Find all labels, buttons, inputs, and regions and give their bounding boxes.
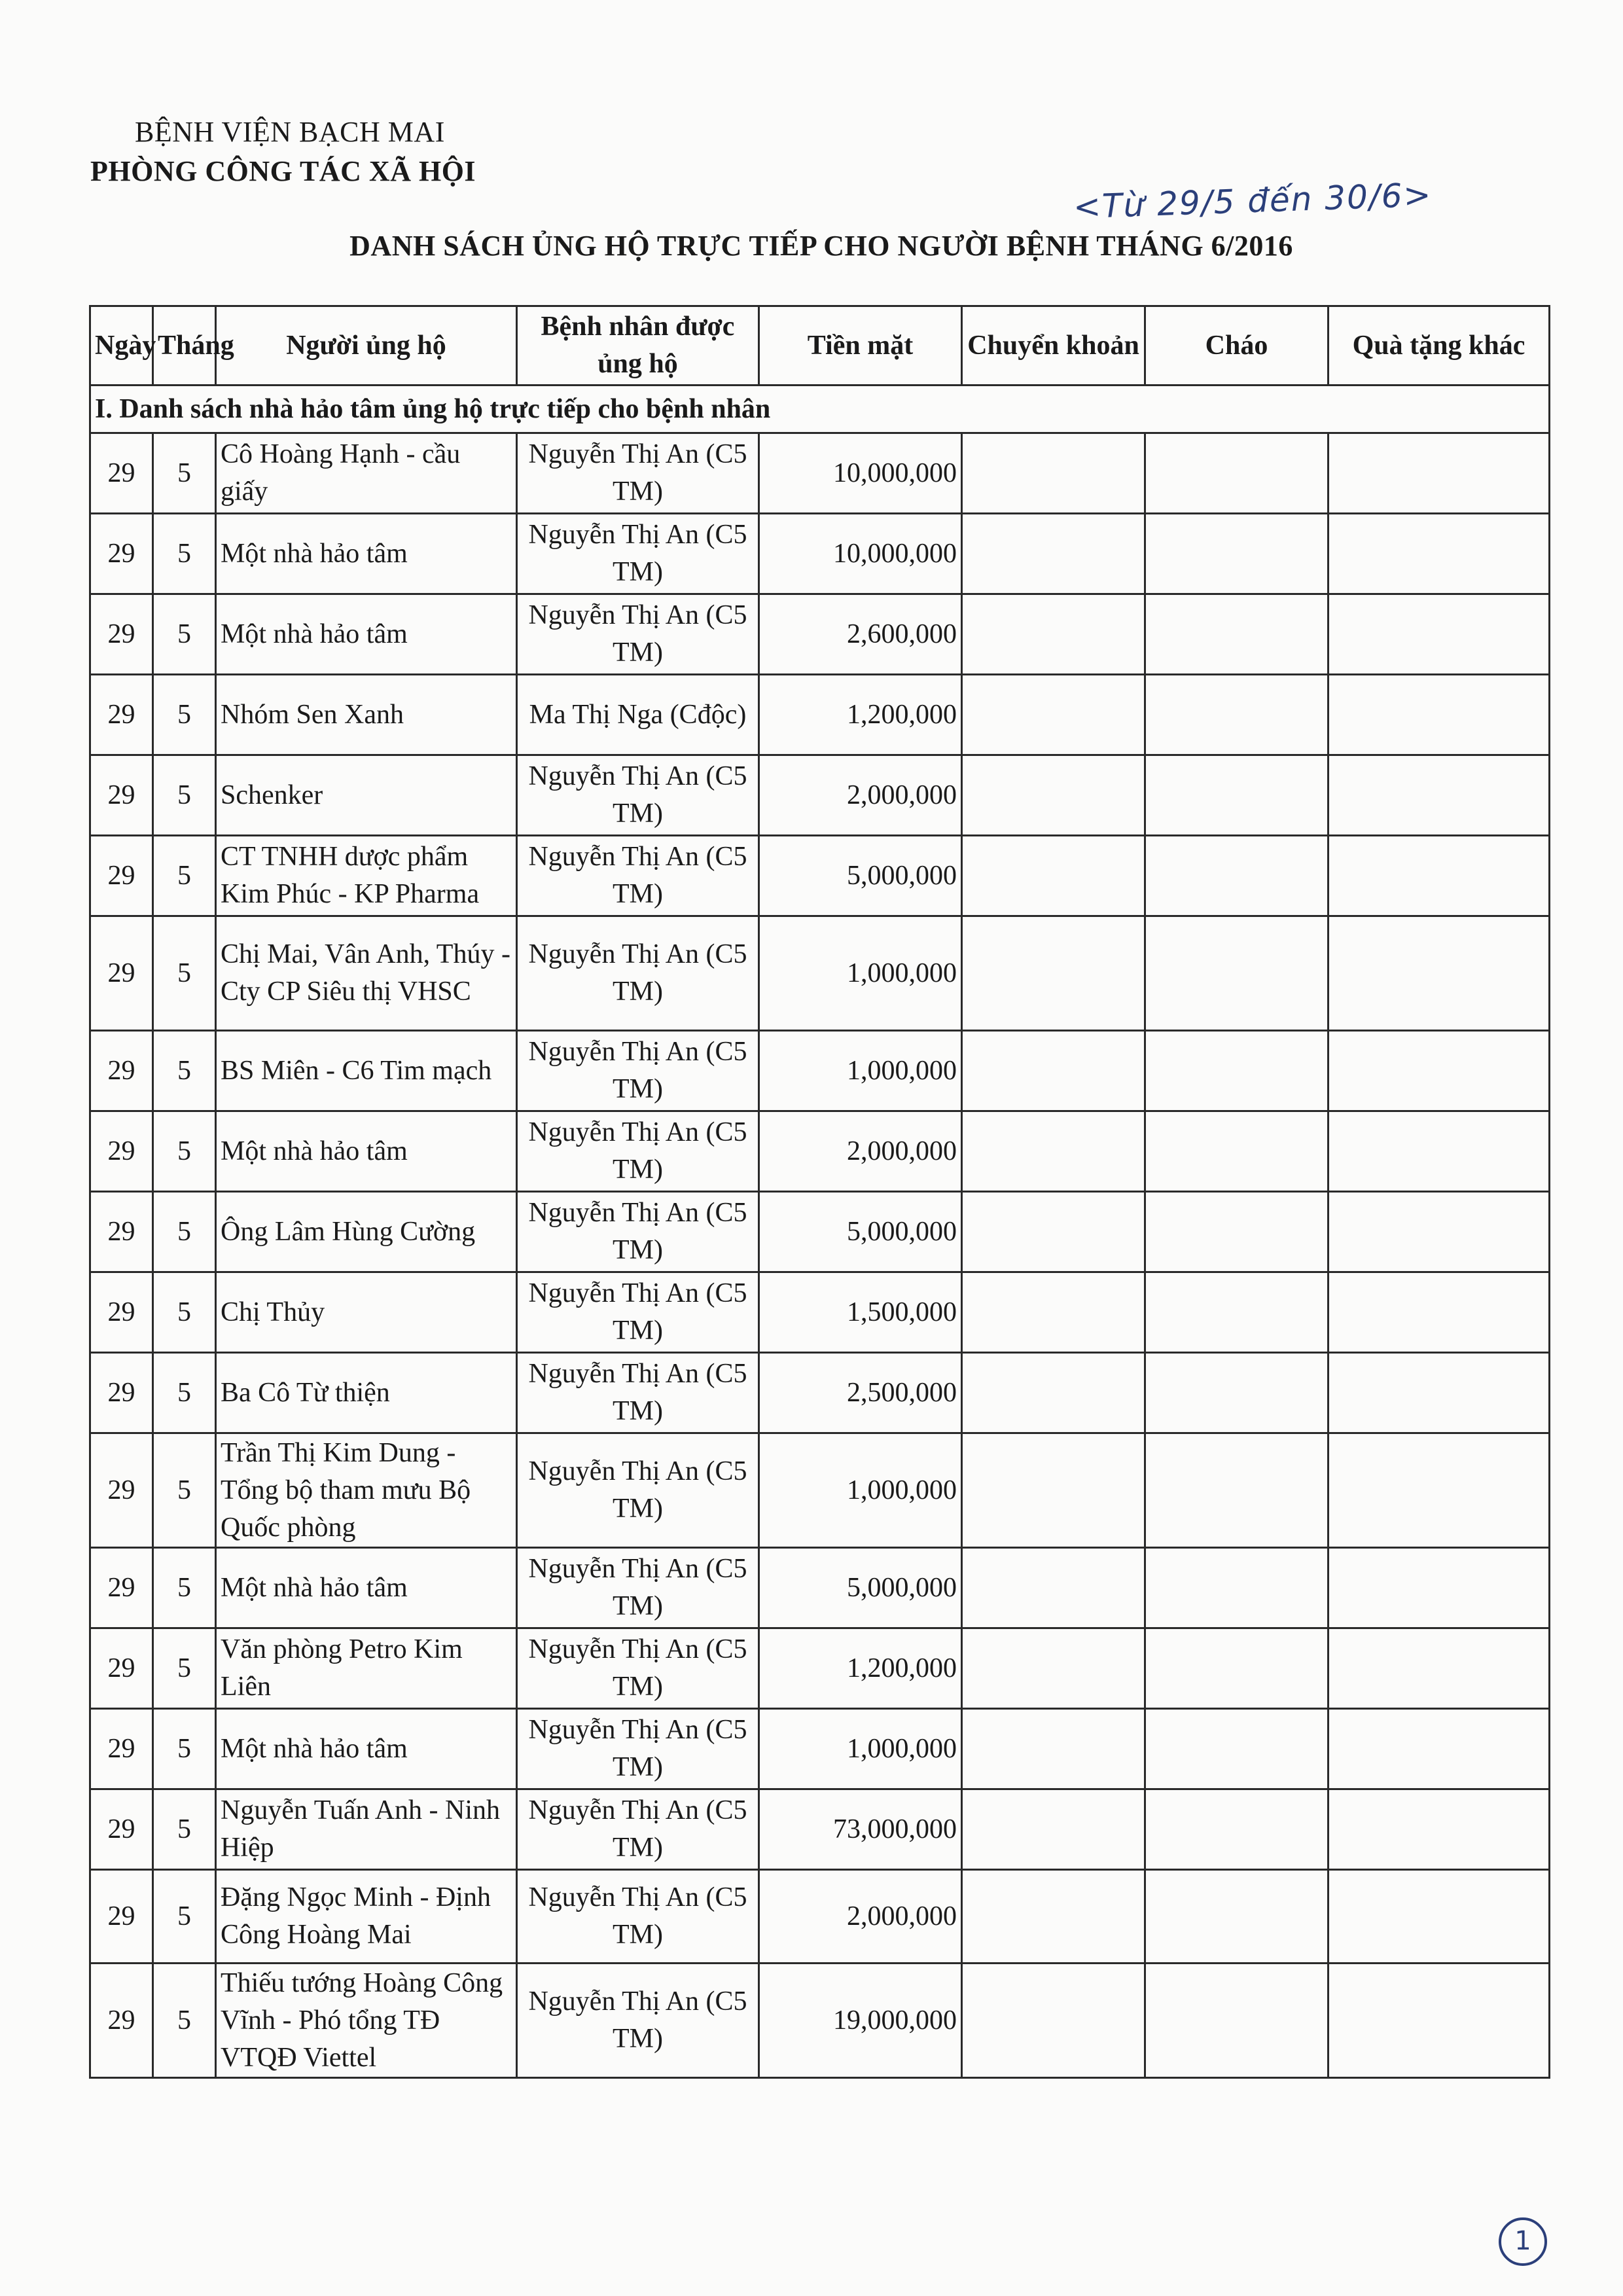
day-cell: 29	[90, 1353, 153, 1433]
other-gifts-cell	[1329, 1709, 1550, 1789]
porridge-cell	[1145, 755, 1329, 836]
day-cell: 29	[90, 1272, 153, 1353]
patient-cell: Nguyễn Thị An (C5 TM)	[517, 1628, 759, 1709]
day-cell: 29	[90, 1709, 153, 1789]
donor-cell: Nhóm Sen Xanh	[216, 675, 517, 755]
day-cell: 29	[90, 755, 153, 836]
porridge-cell	[1145, 1433, 1329, 1548]
other-gifts-cell	[1329, 916, 1550, 1031]
donor-cell: Schenker	[216, 755, 517, 836]
porridge-cell	[1145, 1628, 1329, 1709]
other-gifts-cell	[1329, 1628, 1550, 1709]
month-cell: 5	[153, 836, 216, 916]
cash-cell: 5,000,000	[759, 1192, 962, 1272]
hospital-name: BỆNH VIỆN BẠCH MAI	[135, 116, 445, 148]
transfer-cell	[962, 1789, 1145, 1870]
day-cell: 29	[90, 1870, 153, 1964]
transfer-cell	[962, 1709, 1145, 1789]
day-cell: 29	[90, 1789, 153, 1870]
transfer-cell	[962, 1433, 1145, 1548]
other-gifts-cell	[1329, 1548, 1550, 1628]
donor-cell: Chị Thủy	[216, 1272, 517, 1353]
porridge-cell	[1145, 1964, 1329, 2078]
cash-cell: 5,000,000	[759, 836, 962, 916]
month-cell: 5	[153, 755, 216, 836]
month-cell: 5	[153, 514, 216, 594]
donor-cell: Chị Mai, Vân Anh, Thúy - Cty CP Siêu thị VHSC	[216, 916, 517, 1031]
table-row	[90, 1789, 1550, 1870]
cash-cell: 2,500,000	[759, 1353, 962, 1433]
column-header-month: Tháng	[153, 306, 216, 386]
page-number-badge: 1	[1499, 2217, 1547, 2266]
donor-cell: Thiếu tướng Hoàng Công Vĩnh - Phó tổng TĐ VTQĐ Viettel	[216, 1964, 517, 2078]
document-title: DANH SÁCH ỦNG HỘ TRỰC TIẾP CHO NGƯỜI BỆNH THÁNG 6/2016	[349, 230, 1293, 262]
other-gifts-cell	[1329, 1031, 1550, 1111]
month-cell: 5	[153, 1709, 216, 1789]
month-cell: 5	[153, 1548, 216, 1628]
cash-cell: 1,200,000	[759, 675, 962, 755]
transfer-cell	[962, 836, 1145, 916]
column-header-day: Ngày	[90, 306, 153, 386]
cash-cell: 1,000,000	[759, 916, 962, 1031]
day-cell: 29	[90, 1192, 153, 1272]
other-gifts-cell	[1329, 1964, 1550, 2078]
donor-cell: Đặng Ngọc Minh - Định Công Hoàng Mai	[216, 1870, 517, 1964]
patient-cell: Nguyễn Thị An (C5 TM)	[517, 1111, 759, 1192]
donor-cell: Một nhà hảo tâm	[216, 594, 517, 675]
cash-cell: 1,500,000	[759, 1272, 962, 1353]
transfer-cell	[962, 1628, 1145, 1709]
patient-cell: Nguyễn Thị An (C5 TM)	[517, 1192, 759, 1272]
column-header-other-gifts: Quà tặng khác	[1329, 306, 1550, 386]
section-heading-row	[90, 386, 1550, 433]
cash-cell: 19,000,000	[759, 1964, 962, 2078]
donor-cell: Một nhà hảo tâm	[216, 514, 517, 594]
day-cell: 29	[90, 433, 153, 514]
transfer-cell	[962, 594, 1145, 675]
donor-cell: Một nhà hảo tâm	[216, 1111, 517, 1192]
day-cell: 29	[90, 514, 153, 594]
cash-cell: 1,000,000	[759, 1433, 962, 1548]
patient-cell: Nguyễn Thị An (C5 TM)	[517, 1433, 759, 1548]
table-row	[90, 916, 1550, 1031]
transfer-cell	[962, 1353, 1145, 1433]
column-header-patient: Bệnh nhân được ủng hộ	[517, 306, 759, 386]
month-cell: 5	[153, 1628, 216, 1709]
transfer-cell	[962, 433, 1145, 514]
day-cell: 29	[90, 1548, 153, 1628]
donor-cell: Cô Hoàng Hạnh - cầu giấy	[216, 433, 517, 514]
table-header-row	[90, 306, 1550, 386]
column-header-donor: Người ủng hộ	[216, 306, 517, 386]
cash-cell: 10,000,000	[759, 514, 962, 594]
other-gifts-cell	[1329, 1789, 1550, 1870]
table-row	[90, 594, 1550, 675]
day-cell: 29	[90, 1031, 153, 1111]
transfer-cell	[962, 1870, 1145, 1964]
handwritten-date-range: <Từ 29/5 đến 30/6>	[1073, 175, 1433, 226]
porridge-cell	[1145, 916, 1329, 1031]
column-header-transfer: Chuyển khoản	[962, 306, 1145, 386]
table-row	[90, 1111, 1550, 1192]
cash-cell: 10,000,000	[759, 433, 962, 514]
porridge-cell	[1145, 1789, 1329, 1870]
patient-cell: Nguyễn Thị An (C5 TM)	[517, 1870, 759, 1964]
donor-cell: Ba Cô Từ thiện	[216, 1353, 517, 1433]
other-gifts-cell	[1329, 1870, 1550, 1964]
month-cell: 5	[153, 1964, 216, 2078]
porridge-cell	[1145, 1353, 1329, 1433]
donor-cell: Một nhà hảo tâm	[216, 1548, 517, 1628]
letterhead	[90, 113, 476, 191]
transfer-cell	[962, 916, 1145, 1031]
month-cell: 5	[153, 594, 216, 675]
month-cell: 5	[153, 1353, 216, 1433]
other-gifts-cell	[1329, 836, 1550, 916]
transfer-cell	[962, 1031, 1145, 1111]
other-gifts-cell	[1329, 514, 1550, 594]
transfer-cell	[962, 1964, 1145, 2078]
table-row	[90, 1548, 1550, 1628]
donor-cell: CT TNHH dược phẩm Kim Phúc - KP Pharma	[216, 836, 517, 916]
porridge-cell	[1145, 1192, 1329, 1272]
patient-cell: Nguyễn Thị An (C5 TM)	[517, 1964, 759, 2078]
patient-cell: Nguyễn Thị An (C5 TM)	[517, 1789, 759, 1870]
patient-cell: Nguyễn Thị An (C5 TM)	[517, 1709, 759, 1789]
patient-cell: Nguyễn Thị An (C5 TM)	[517, 1548, 759, 1628]
patient-cell: Nguyễn Thị An (C5 TM)	[517, 594, 759, 675]
patient-cell: Nguyễn Thị An (C5 TM)	[517, 916, 759, 1031]
month-cell: 5	[153, 1111, 216, 1192]
cash-cell: 1,000,000	[759, 1709, 962, 1789]
column-header-porridge: Cháo	[1145, 306, 1329, 386]
cash-cell: 5,000,000	[759, 1548, 962, 1628]
donor-cell: Văn phòng Petro Kim Liên	[216, 1628, 517, 1709]
other-gifts-cell	[1329, 433, 1550, 514]
day-cell: 29	[90, 916, 153, 1031]
porridge-cell	[1145, 1548, 1329, 1628]
cash-cell: 2,000,000	[759, 1111, 962, 1192]
donor-cell: Ông Lâm Hùng Cường	[216, 1192, 517, 1272]
table-row	[90, 433, 1550, 514]
table-row	[90, 836, 1550, 916]
day-cell: 29	[90, 1433, 153, 1548]
patient-cell: Nguyễn Thị An (C5 TM)	[517, 1272, 759, 1353]
cash-cell: 2,000,000	[759, 1870, 962, 1964]
donor-cell: Một nhà hảo tâm	[216, 1709, 517, 1789]
month-cell: 5	[153, 1870, 216, 1964]
transfer-cell	[962, 1192, 1145, 1272]
cash-cell: 2,600,000	[759, 594, 962, 675]
porridge-cell	[1145, 1709, 1329, 1789]
porridge-cell	[1145, 1272, 1329, 1353]
table-row	[90, 1272, 1550, 1353]
table-row	[90, 1031, 1550, 1111]
porridge-cell	[1145, 1111, 1329, 1192]
day-cell: 29	[90, 836, 153, 916]
porridge-cell	[1145, 594, 1329, 675]
cash-cell: 1,200,000	[759, 1628, 962, 1709]
month-cell: 5	[153, 675, 216, 755]
other-gifts-cell	[1329, 1272, 1550, 1353]
transfer-cell	[962, 1272, 1145, 1353]
column-header-cash: Tiền mặt	[759, 306, 962, 386]
patient-cell: Nguyễn Thị An (C5 TM)	[517, 514, 759, 594]
patient-cell: Nguyễn Thị An (C5 TM)	[517, 433, 759, 514]
department-name: PHÒNG CÔNG TÁC XÃ HỘI	[90, 155, 476, 187]
month-cell: 5	[153, 1192, 216, 1272]
table-row	[90, 1709, 1550, 1789]
day-cell: 29	[90, 1628, 153, 1709]
patient-cell: Nguyễn Thị An (C5 TM)	[517, 836, 759, 916]
patient-cell: Nguyễn Thị An (C5 TM)	[517, 1353, 759, 1433]
porridge-cell	[1145, 1031, 1329, 1111]
table-row	[90, 1628, 1550, 1709]
other-gifts-cell	[1329, 1353, 1550, 1433]
month-cell: 5	[153, 1031, 216, 1111]
donor-cell: BS Miên - C6 Tim mạch	[216, 1031, 517, 1111]
table-row	[90, 1433, 1550, 1548]
patient-cell: Nguyễn Thị An (C5 TM)	[517, 1031, 759, 1111]
cash-cell: 73,000,000	[759, 1789, 962, 1870]
day-cell: 29	[90, 594, 153, 675]
day-cell: 29	[90, 1964, 153, 2078]
table-row	[90, 1964, 1550, 2078]
porridge-cell	[1145, 433, 1329, 514]
table-row	[90, 514, 1550, 594]
table-row	[90, 675, 1550, 755]
transfer-cell	[962, 1548, 1145, 1628]
porridge-cell	[1145, 836, 1329, 916]
other-gifts-cell	[1329, 594, 1550, 675]
porridge-cell	[1145, 675, 1329, 755]
other-gifts-cell	[1329, 1111, 1550, 1192]
transfer-cell	[962, 755, 1145, 836]
section-heading: I. Danh sách nhà hảo tâm ủng hộ trực tiếp cho bệnh nhân	[90, 386, 1550, 433]
table-row	[90, 1353, 1550, 1433]
patient-cell: Nguyễn Thị An (C5 TM)	[517, 755, 759, 836]
donor-cell: Trần Thị Kim Dung - Tổng bộ tham mưu Bộ Quốc phòng	[216, 1433, 517, 1548]
donations-table	[89, 305, 1550, 2079]
day-cell: 29	[90, 1111, 153, 1192]
porridge-cell	[1145, 514, 1329, 594]
transfer-cell	[962, 675, 1145, 755]
cash-cell: 2,000,000	[759, 755, 962, 836]
day-cell: 29	[90, 675, 153, 755]
transfer-cell	[962, 514, 1145, 594]
month-cell: 5	[153, 1789, 216, 1870]
transfer-cell	[962, 1111, 1145, 1192]
table-row	[90, 755, 1550, 836]
other-gifts-cell	[1329, 1433, 1550, 1548]
patient-cell: Ma Thị Nga (Cđộc)	[517, 675, 759, 755]
other-gifts-cell	[1329, 675, 1550, 755]
month-cell: 5	[153, 1272, 216, 1353]
month-cell: 5	[153, 433, 216, 514]
month-cell: 5	[153, 1433, 216, 1548]
table-row	[90, 1870, 1550, 1964]
other-gifts-cell	[1329, 755, 1550, 836]
cash-cell: 1,000,000	[759, 1031, 962, 1111]
other-gifts-cell	[1329, 1192, 1550, 1272]
month-cell: 5	[153, 916, 216, 1031]
porridge-cell	[1145, 1870, 1329, 1964]
donor-cell: Nguyễn Tuấn Anh - Ninh Hiệp	[216, 1789, 517, 1870]
table-row	[90, 1192, 1550, 1272]
